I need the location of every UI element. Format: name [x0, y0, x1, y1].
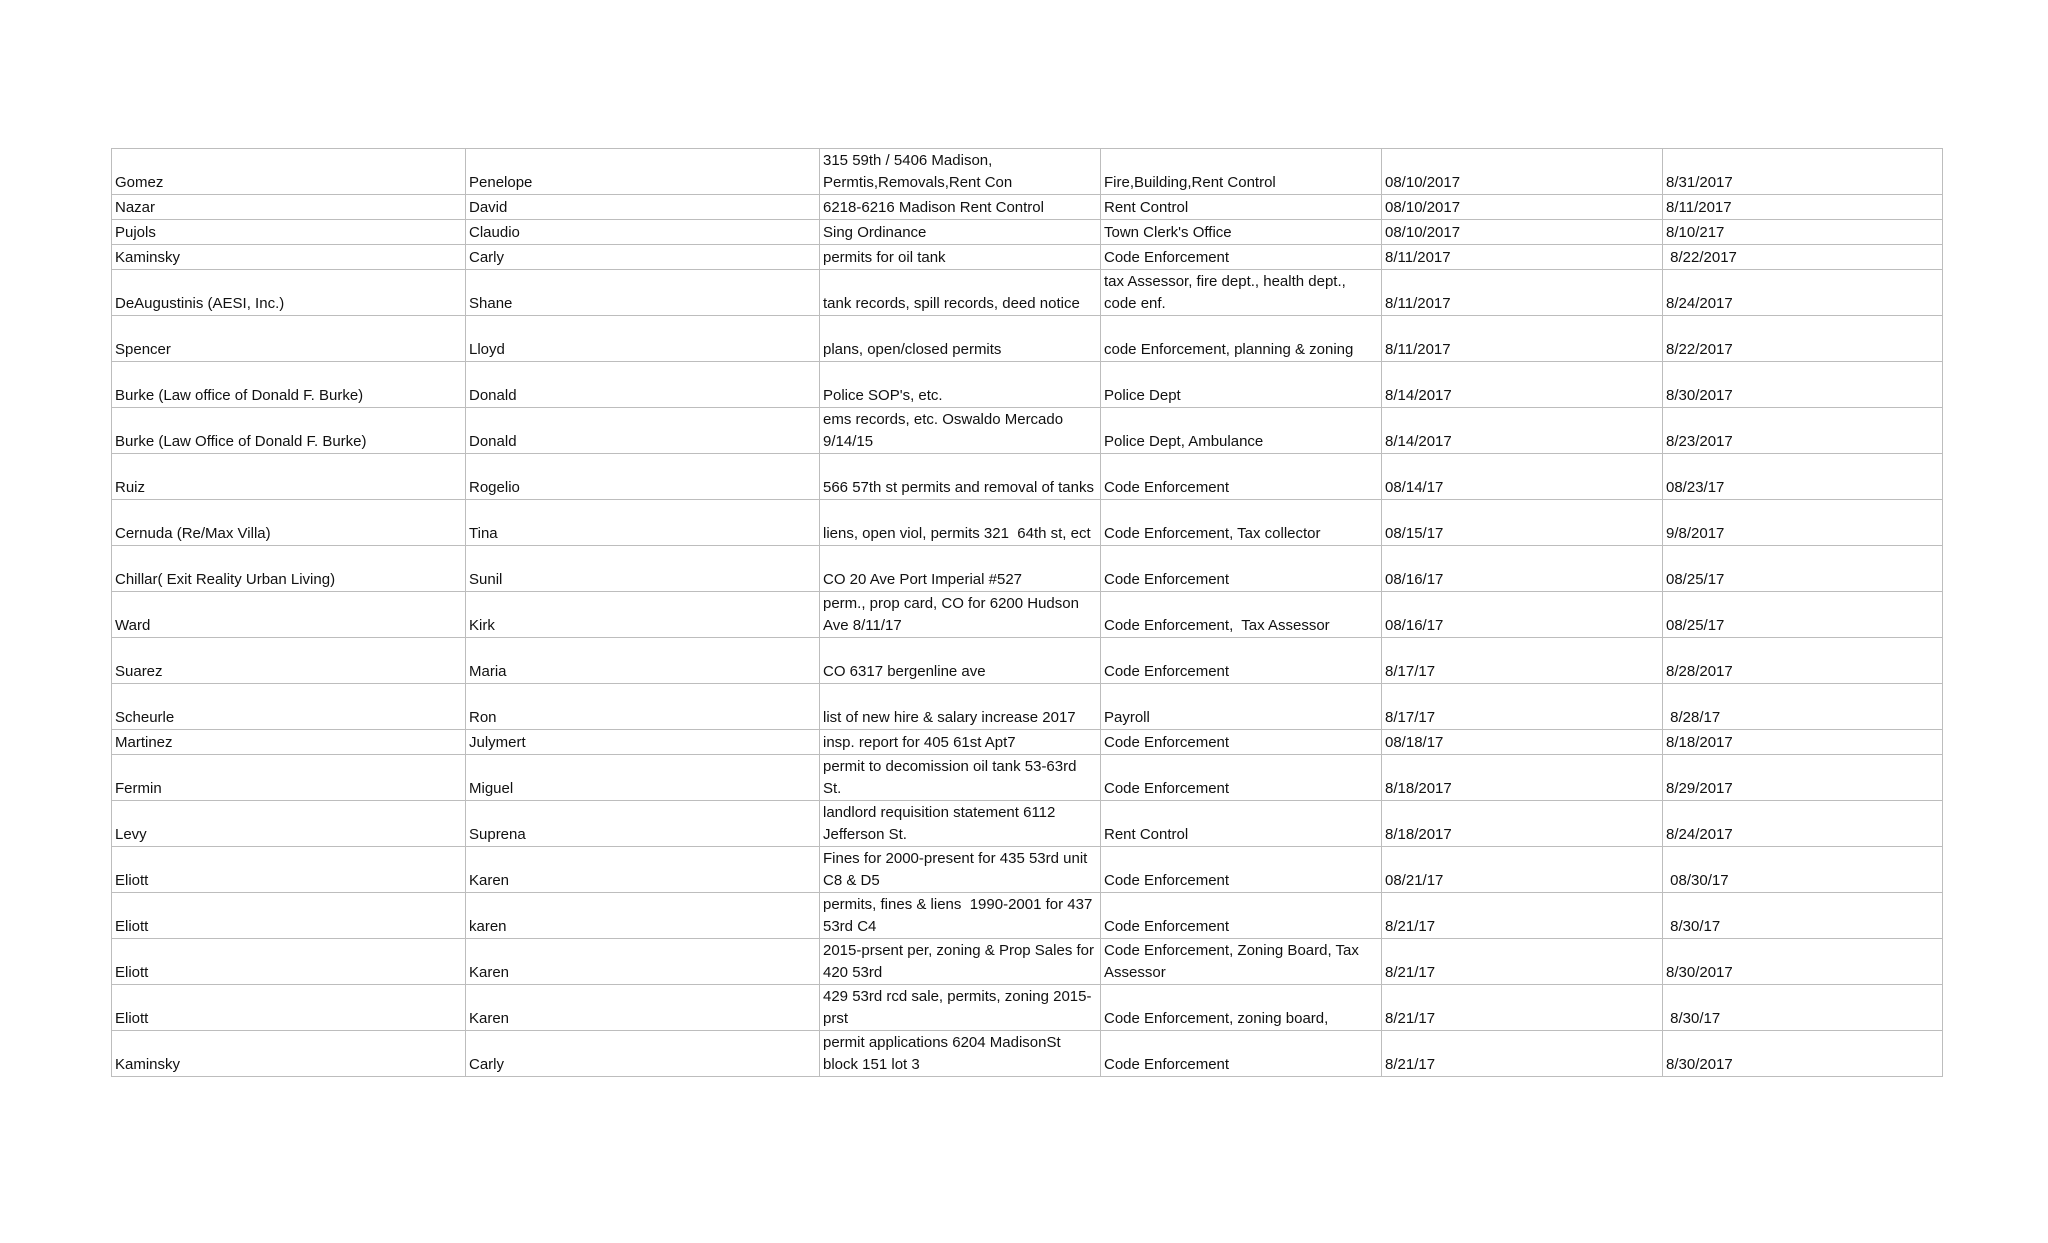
request-cell: ems records, etc. Oswaldo Mercado 9/14/15: [820, 408, 1101, 454]
department-cell: Code Enforcement: [1101, 546, 1382, 592]
table-row: [112, 801, 1943, 847]
department-cell: Code Enforcement: [1101, 755, 1382, 801]
last-name-cell: Ward: [112, 592, 466, 638]
table-row: [112, 220, 1943, 245]
received-date-cell: 8/14/2017: [1382, 362, 1663, 408]
last-name-cell: Eliott: [112, 985, 466, 1031]
last-name-cell: Suarez: [112, 638, 466, 684]
table-row: [112, 362, 1943, 408]
table-row: [112, 893, 1943, 939]
first-name-cell: karen: [466, 893, 820, 939]
first-name-cell: Tina: [466, 500, 820, 546]
last-name-cell: Burke (Law office of Donald F. Burke): [112, 362, 466, 408]
completed-date-cell: 8/28/2017: [1663, 638, 1943, 684]
received-date-cell: 08/15/17: [1382, 500, 1663, 546]
request-cell: plans, open/closed permits: [820, 316, 1101, 362]
department-cell: Code Enforcement: [1101, 1031, 1382, 1077]
request-cell: 566 57th st permits and removal of tanks: [820, 454, 1101, 500]
table-row: [112, 316, 1943, 362]
received-date-cell: 08/14/17: [1382, 454, 1663, 500]
department-cell: tax Assessor, fire dept., health dept., code enf.: [1101, 270, 1382, 316]
first-name-cell: Karen: [466, 939, 820, 985]
table-row: [112, 684, 1943, 730]
received-date-cell: 8/11/2017: [1382, 316, 1663, 362]
completed-date-cell: 8/30/2017: [1663, 362, 1943, 408]
table-body: [112, 149, 1943, 1077]
table-row: [112, 730, 1943, 755]
table-row: [112, 985, 1943, 1031]
department-cell: Code Enforcement: [1101, 730, 1382, 755]
request-cell: 2015-prsent per, zoning & Prop Sales for 420 53rd: [820, 939, 1101, 985]
first-name-cell: Shane: [466, 270, 820, 316]
last-name-cell: Kaminsky: [112, 1031, 466, 1077]
first-name-cell: Sunil: [466, 546, 820, 592]
received-date-cell: 8/14/2017: [1382, 408, 1663, 454]
last-name-cell: Eliott: [112, 893, 466, 939]
request-cell: liens, open viol, permits 321 64th st, ect: [820, 500, 1101, 546]
request-cell: 6218-6216 Madison Rent Control: [820, 195, 1101, 220]
first-name-cell: Donald: [466, 362, 820, 408]
completed-date-cell: 8/22/2017: [1663, 316, 1943, 362]
completed-date-cell: 08/25/17: [1663, 546, 1943, 592]
last-name-cell: Pujols: [112, 220, 466, 245]
department-cell: Code Enforcement: [1101, 893, 1382, 939]
department-cell: Code Enforcement: [1101, 245, 1382, 270]
request-cell: insp. report for 405 61st Apt7: [820, 730, 1101, 755]
last-name-cell: Nazar: [112, 195, 466, 220]
received-date-cell: 8/18/2017: [1382, 755, 1663, 801]
last-name-cell: Eliott: [112, 847, 466, 893]
request-cell: perm., prop card, CO for 6200 Hudson Ave 8/11/17: [820, 592, 1101, 638]
table-row: [112, 270, 1943, 316]
department-cell: Code Enforcement, Tax collector: [1101, 500, 1382, 546]
completed-date-cell: 8/10/217: [1663, 220, 1943, 245]
completed-date-cell: 8/24/2017: [1663, 801, 1943, 847]
department-cell: Rent Control: [1101, 801, 1382, 847]
first-name-cell: David: [466, 195, 820, 220]
request-cell: CO 20 Ave Port Imperial #527: [820, 546, 1101, 592]
last-name-cell: Levy: [112, 801, 466, 847]
table-row: [112, 1031, 1943, 1077]
completed-date-cell: 8/24/2017: [1663, 270, 1943, 316]
received-date-cell: 08/16/17: [1382, 592, 1663, 638]
received-date-cell: 8/17/17: [1382, 684, 1663, 730]
first-name-cell: Suprena: [466, 801, 820, 847]
request-cell: Fines for 2000-present for 435 53rd unit C8 & D5: [820, 847, 1101, 893]
first-name-cell: Carly: [466, 245, 820, 270]
received-date-cell: 08/18/17: [1382, 730, 1663, 755]
completed-date-cell: 8/30/17: [1663, 893, 1943, 939]
department-cell: Rent Control: [1101, 195, 1382, 220]
department-cell: Police Dept, Ambulance: [1101, 408, 1382, 454]
department-cell: Town Clerk's Office: [1101, 220, 1382, 245]
received-date-cell: 8/21/17: [1382, 1031, 1663, 1077]
department-cell: Code Enforcement, Zoning Board, Tax Assessor: [1101, 939, 1382, 985]
table-row: [112, 454, 1943, 500]
request-cell: permits, fines & liens 1990-2001 for 437 53rd C4: [820, 893, 1101, 939]
received-date-cell: 08/10/2017: [1382, 195, 1663, 220]
completed-date-cell: 8/28/17: [1663, 684, 1943, 730]
request-cell: 315 59th / 5406 Madison, Permtis,Removals,Rent Con: [820, 149, 1101, 195]
records-request-table: [111, 148, 1943, 1077]
last-name-cell: DeAugustinis (AESI, Inc.): [112, 270, 466, 316]
department-cell: Code Enforcement: [1101, 454, 1382, 500]
completed-date-cell: 08/30/17: [1663, 847, 1943, 893]
last-name-cell: Cernuda (Re/Max Villa): [112, 500, 466, 546]
request-cell: Police SOP's, etc.: [820, 362, 1101, 408]
received-date-cell: 8/21/17: [1382, 939, 1663, 985]
first-name-cell: Lloyd: [466, 316, 820, 362]
completed-date-cell: 8/18/2017: [1663, 730, 1943, 755]
table-row: [112, 149, 1943, 195]
request-cell: tank records, spill records, deed notice: [820, 270, 1101, 316]
table-row: [112, 755, 1943, 801]
first-name-cell: Ron: [466, 684, 820, 730]
request-cell: permits for oil tank: [820, 245, 1101, 270]
received-date-cell: 8/18/2017: [1382, 801, 1663, 847]
completed-date-cell: 9/8/2017: [1663, 500, 1943, 546]
last-name-cell: Kaminsky: [112, 245, 466, 270]
table-row: [112, 592, 1943, 638]
received-date-cell: 08/10/2017: [1382, 220, 1663, 245]
department-cell: Fire,Building,Rent Control: [1101, 149, 1382, 195]
last-name-cell: Spencer: [112, 316, 466, 362]
completed-date-cell: 08/23/17: [1663, 454, 1943, 500]
last-name-cell: Ruiz: [112, 454, 466, 500]
first-name-cell: Maria: [466, 638, 820, 684]
completed-date-cell: 8/31/2017: [1663, 149, 1943, 195]
department-cell: Code Enforcement, Tax Assessor: [1101, 592, 1382, 638]
received-date-cell: 8/21/17: [1382, 985, 1663, 1031]
last-name-cell: Eliott: [112, 939, 466, 985]
request-cell: landlord requisition statement 6112 Jefferson St.: [820, 801, 1101, 847]
completed-date-cell: 8/23/2017: [1663, 408, 1943, 454]
completed-date-cell: 8/22/2017: [1663, 245, 1943, 270]
request-cell: list of new hire & salary increase 2017: [820, 684, 1101, 730]
table-row: [112, 245, 1943, 270]
received-date-cell: 8/11/2017: [1382, 270, 1663, 316]
department-cell: code Enforcement, planning & zoning: [1101, 316, 1382, 362]
completed-date-cell: 8/30/2017: [1663, 939, 1943, 985]
last-name-cell: Scheurle: [112, 684, 466, 730]
first-name-cell: Karen: [466, 847, 820, 893]
last-name-cell: Gomez: [112, 149, 466, 195]
table-row: [112, 939, 1943, 985]
completed-date-cell: 8/30/17: [1663, 985, 1943, 1031]
received-date-cell: 08/10/2017: [1382, 149, 1663, 195]
department-cell: Payroll: [1101, 684, 1382, 730]
first-name-cell: Penelope: [466, 149, 820, 195]
request-cell: 429 53rd rcd sale, permits, zoning 2015-prst: [820, 985, 1101, 1031]
first-name-cell: Donald: [466, 408, 820, 454]
department-cell: Code Enforcement: [1101, 847, 1382, 893]
table-row: [112, 195, 1943, 220]
first-name-cell: Claudio: [466, 220, 820, 245]
first-name-cell: Carly: [466, 1031, 820, 1077]
department-cell: Code Enforcement: [1101, 638, 1382, 684]
first-name-cell: Miguel: [466, 755, 820, 801]
request-cell: CO 6317 bergenline ave: [820, 638, 1101, 684]
received-date-cell: 08/16/17: [1382, 546, 1663, 592]
first-name-cell: Rogelio: [466, 454, 820, 500]
table-row: [112, 500, 1943, 546]
table-row: [112, 847, 1943, 893]
received-date-cell: 8/21/17: [1382, 893, 1663, 939]
received-date-cell: 8/11/2017: [1382, 245, 1663, 270]
last-name-cell: Chillar( Exit Reality Urban Living): [112, 546, 466, 592]
first-name-cell: Karen: [466, 985, 820, 1031]
department-cell: Code Enforcement, zoning board,: [1101, 985, 1382, 1031]
last-name-cell: Burke (Law Office of Donald F. Burke): [112, 408, 466, 454]
request-cell: permit applications 6204 MadisonSt block 151 lot 3: [820, 1031, 1101, 1077]
completed-date-cell: 8/30/2017: [1663, 1031, 1943, 1077]
first-name-cell: Kirk: [466, 592, 820, 638]
completed-date-cell: 8/11/2017: [1663, 195, 1943, 220]
completed-date-cell: 08/25/17: [1663, 592, 1943, 638]
received-date-cell: 8/17/17: [1382, 638, 1663, 684]
request-cell: permit to decomission oil tank 53-63rd St.: [820, 755, 1101, 801]
last-name-cell: Martinez: [112, 730, 466, 755]
table-row: [112, 546, 1943, 592]
first-name-cell: Julymert: [466, 730, 820, 755]
table-row: [112, 408, 1943, 454]
last-name-cell: Fermin: [112, 755, 466, 801]
completed-date-cell: 8/29/2017: [1663, 755, 1943, 801]
received-date-cell: 08/21/17: [1382, 847, 1663, 893]
request-cell: Sing Ordinance: [820, 220, 1101, 245]
department-cell: Police Dept: [1101, 362, 1382, 408]
table-row: [112, 638, 1943, 684]
